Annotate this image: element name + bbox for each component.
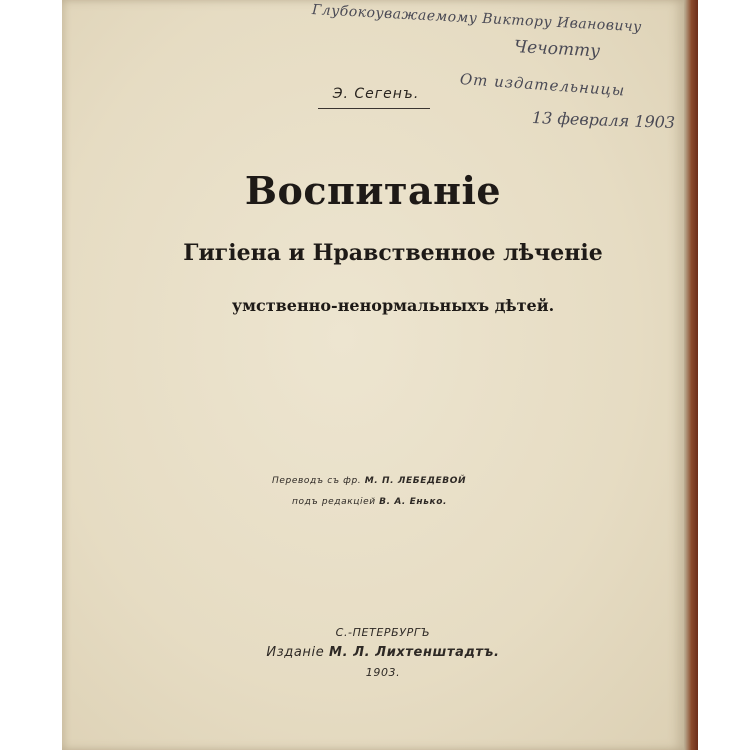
imprint-publisher-prefix: Изданіе xyxy=(266,645,325,660)
title-page xyxy=(62,0,684,750)
handwritten-dedication-date: 13 февраля 1903 xyxy=(531,108,676,132)
book-title: Воспитаніе xyxy=(244,168,502,213)
book-subtitle-second-line: умственно-ненормальныхъ дѣтей. xyxy=(231,296,555,315)
author-underline xyxy=(318,108,430,109)
imprint-publisher-name: М. Л. Лихтенштадтъ. xyxy=(329,645,500,660)
translator-name: М. П. ЛЕБЕДЕВОЙ xyxy=(364,476,467,486)
handwritten-dedication-line-3: От издательницы xyxy=(459,70,626,100)
handwritten-dedication-line-2: Чечотту xyxy=(513,37,601,62)
imprint-city: С.-ПЕТЕРБУРГЪ xyxy=(335,626,431,639)
author-name: Э. Сегенъ. xyxy=(332,86,420,102)
translator-credit xyxy=(272,476,466,486)
handwritten-dedication-line-1: Глубокоуважаемому Виктору Ивановичу xyxy=(311,2,643,36)
editor-credit-prefix: подъ редакціей xyxy=(292,497,376,507)
editor-credit xyxy=(292,497,447,507)
book-subtitle: Гигіена и Нравственное лѣченіе xyxy=(183,240,603,266)
imprint-publisher xyxy=(62,645,684,660)
translator-credit-prefix: Переводъ съ фр. xyxy=(272,476,362,486)
editor-name: В. А. Енько. xyxy=(379,497,448,507)
imprint-year: 1903. xyxy=(365,666,401,679)
